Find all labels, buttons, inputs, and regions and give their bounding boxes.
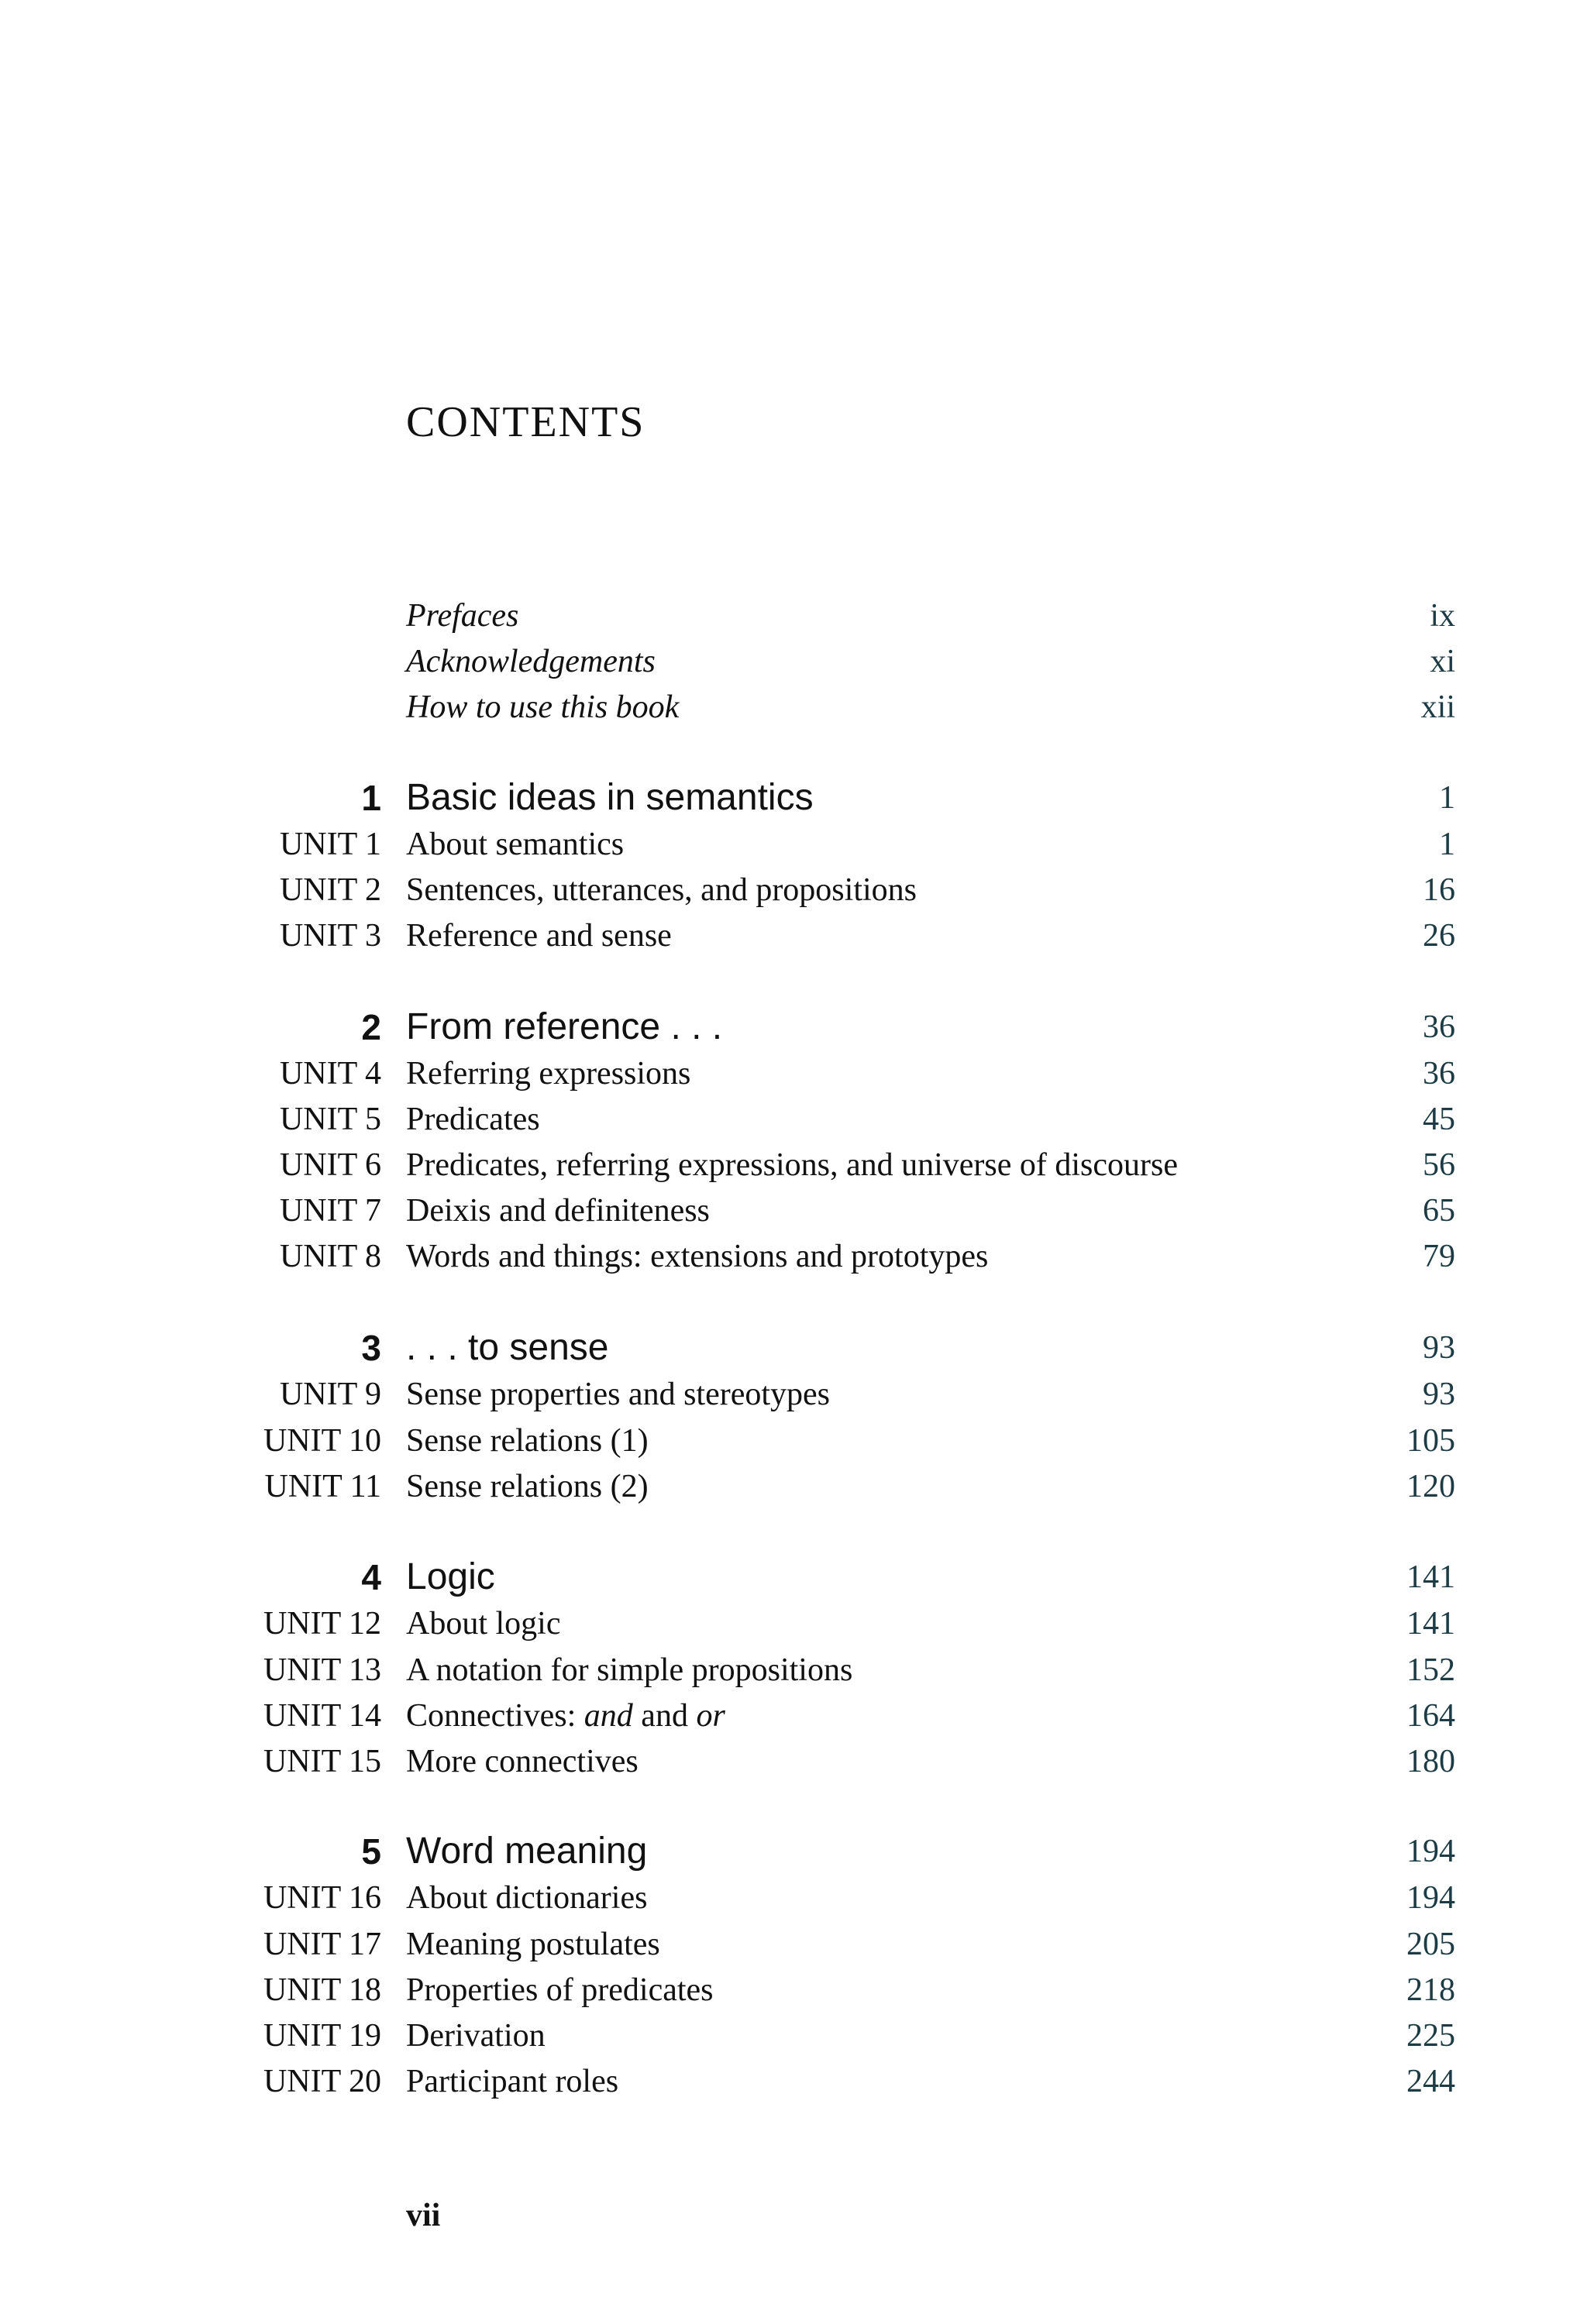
unit-title-italic-or: or [696,1698,725,1734]
toc-unit-6[interactable] [0,1142,1587,1188]
part-number: 1 [361,778,381,818]
toc-unit-4[interactable] [0,1050,1587,1097]
unit-page: 218 [1406,1972,1455,2008]
unit-page: 180 [1406,1744,1455,1779]
part-title: Word meaning [406,1831,648,1872]
part-number: 5 [361,1831,381,1872]
unit-page: 65 [1423,1193,1455,1229]
part-title: Logic [406,1556,495,1597]
unit-title-text: Connectives: [406,1698,584,1734]
unit-title-italic-and: and [584,1698,633,1734]
unit-title: Sense relations (2) [406,1469,649,1504]
unit-title: About logic [406,1606,561,1642]
unit-page: 194 [1406,1880,1455,1916]
unit-page: 164 [1406,1698,1455,1734]
part-number: 4 [361,1557,381,1597]
toc-unit-13[interactable] [0,1647,1587,1693]
part-title: . . . to sense [406,1327,609,1368]
part-page: 1 [1439,780,1455,816]
unit-page: 26 [1423,918,1455,954]
unit-label: UNIT 18 [263,1972,381,2008]
part-page: 141 [1406,1559,1455,1595]
toc-unit-10[interactable] [0,1418,1587,1464]
unit-page: 1 [1439,827,1455,862]
unit-page: 152 [1406,1652,1455,1688]
part-title: From reference . . . [406,1006,723,1047]
unit-page: 16 [1423,872,1455,908]
part-page: 194 [1406,1834,1455,1869]
unit-title: Reference and sense [406,918,672,954]
toc-unit-8[interactable] [0,1233,1587,1280]
unit-page: 205 [1406,1927,1455,1962]
unit-label: UNIT 4 [279,1056,381,1092]
unit-label: UNIT 12 [263,1606,381,1642]
toc-unit-20[interactable] [0,2058,1587,2105]
entry-page: ix [1430,598,1455,634]
unit-title: Deixis and definiteness [406,1193,710,1229]
unit-label: UNIT 13 [263,1652,381,1688]
unit-page: 79 [1423,1239,1455,1274]
toc-unit-12[interactable] [0,1600,1587,1647]
unit-label: UNIT 6 [279,1147,381,1183]
unit-title: About dictionaries [406,1880,648,1916]
entry-title: How to use this book [406,689,680,725]
unit-title-text: and [632,1698,697,1734]
toc-part-3[interactable] [0,1325,1587,1371]
unit-title: More connectives [406,1744,639,1779]
part-title: Basic ideas in semantics [406,777,814,818]
unit-title: Properties of predicates [406,1972,714,2008]
unit-title [406,1693,725,1739]
unit-title: A notation for simple propositions [406,1652,853,1688]
toc-part-2[interactable] [0,1004,1587,1050]
toc-entry-how-to-use[interactable] [0,684,1587,731]
unit-label: UNIT 8 [279,1239,381,1274]
unit-title: Words and things: extensions and prototypes [406,1239,989,1274]
toc-unit-18[interactable] [0,1967,1587,2013]
toc-unit-1[interactable] [0,821,1587,868]
unit-label: UNIT 9 [279,1377,381,1412]
toc-unit-7[interactable] [0,1188,1587,1234]
unit-label: UNIT 7 [279,1193,381,1229]
unit-label: UNIT 17 [263,1927,381,1962]
unit-title: About semantics [406,827,625,862]
entry-title: Prefaces [406,598,519,634]
unit-title: Sense properties and stereotypes [406,1377,831,1412]
unit-title: Predicates [406,1102,540,1137]
toc-unit-3[interactable] [0,913,1587,959]
unit-page: 105 [1406,1423,1455,1459]
unit-label: UNIT 15 [263,1744,381,1779]
toc-entry-acknowledgements[interactable] [0,638,1587,685]
part-page: 93 [1423,1330,1455,1366]
unit-label: UNIT 5 [279,1102,381,1137]
entry-title: Acknowledgements [406,644,656,679]
unit-label: UNIT 19 [263,2018,381,2054]
toc-unit-15[interactable] [0,1738,1587,1785]
unit-title: Sentences, utterances, and propositions [406,872,917,908]
unit-label: UNIT 20 [263,2064,381,2099]
unit-title: Sense relations (1) [406,1423,649,1459]
unit-title: Referring expressions [406,1056,691,1092]
unit-page: 244 [1406,2064,1455,2099]
toc-unit-5[interactable] [0,1096,1587,1143]
unit-page: 120 [1406,1469,1455,1504]
unit-title: Meaning postulates [406,1927,660,1962]
entry-page: xi [1430,644,1455,679]
unit-label: UNIT 3 [279,918,381,954]
unit-title: Predicates, referring expressions, and universe of discourse [406,1147,1179,1183]
toc-unit-16[interactable] [0,1875,1587,1921]
unit-page: 141 [1406,1606,1455,1642]
unit-page: 225 [1406,2018,1455,2054]
toc-part-5[interactable] [0,1828,1587,1875]
toc-part-1[interactable] [0,775,1587,821]
part-page: 36 [1423,1009,1455,1045]
unit-label: UNIT 14 [263,1698,381,1734]
part-number: 2 [361,1007,381,1047]
unit-label: UNIT 16 [263,1880,381,1916]
unit-label: UNIT 1 [279,827,381,862]
entry-page: xii [1420,689,1455,725]
toc-unit-9[interactable] [0,1371,1587,1418]
part-number: 3 [361,1328,381,1368]
unit-page: 36 [1423,1056,1455,1092]
unit-page: 56 [1423,1147,1455,1183]
page-number: vii [406,2198,441,2233]
toc-unit-17[interactable] [0,1921,1587,1968]
unit-label: UNIT 10 [263,1423,381,1459]
toc-unit-2[interactable] [0,867,1587,913]
unit-title: Derivation [406,2018,546,2054]
toc-part-4[interactable] [0,1554,1587,1600]
unit-page: 45 [1423,1102,1455,1137]
toc-unit-19[interactable] [0,2013,1587,2059]
toc-unit-14[interactable] [0,1693,1587,1739]
unit-page: 93 [1423,1377,1455,1412]
toc-entry-prefaces[interactable] [0,593,1587,639]
unit-title: Participant roles [406,2064,619,2099]
unit-label: UNIT 11 [264,1469,381,1504]
unit-label: UNIT 2 [279,872,381,908]
page-title: CONTENTS [406,398,645,446]
toc-unit-11[interactable] [0,1463,1587,1510]
